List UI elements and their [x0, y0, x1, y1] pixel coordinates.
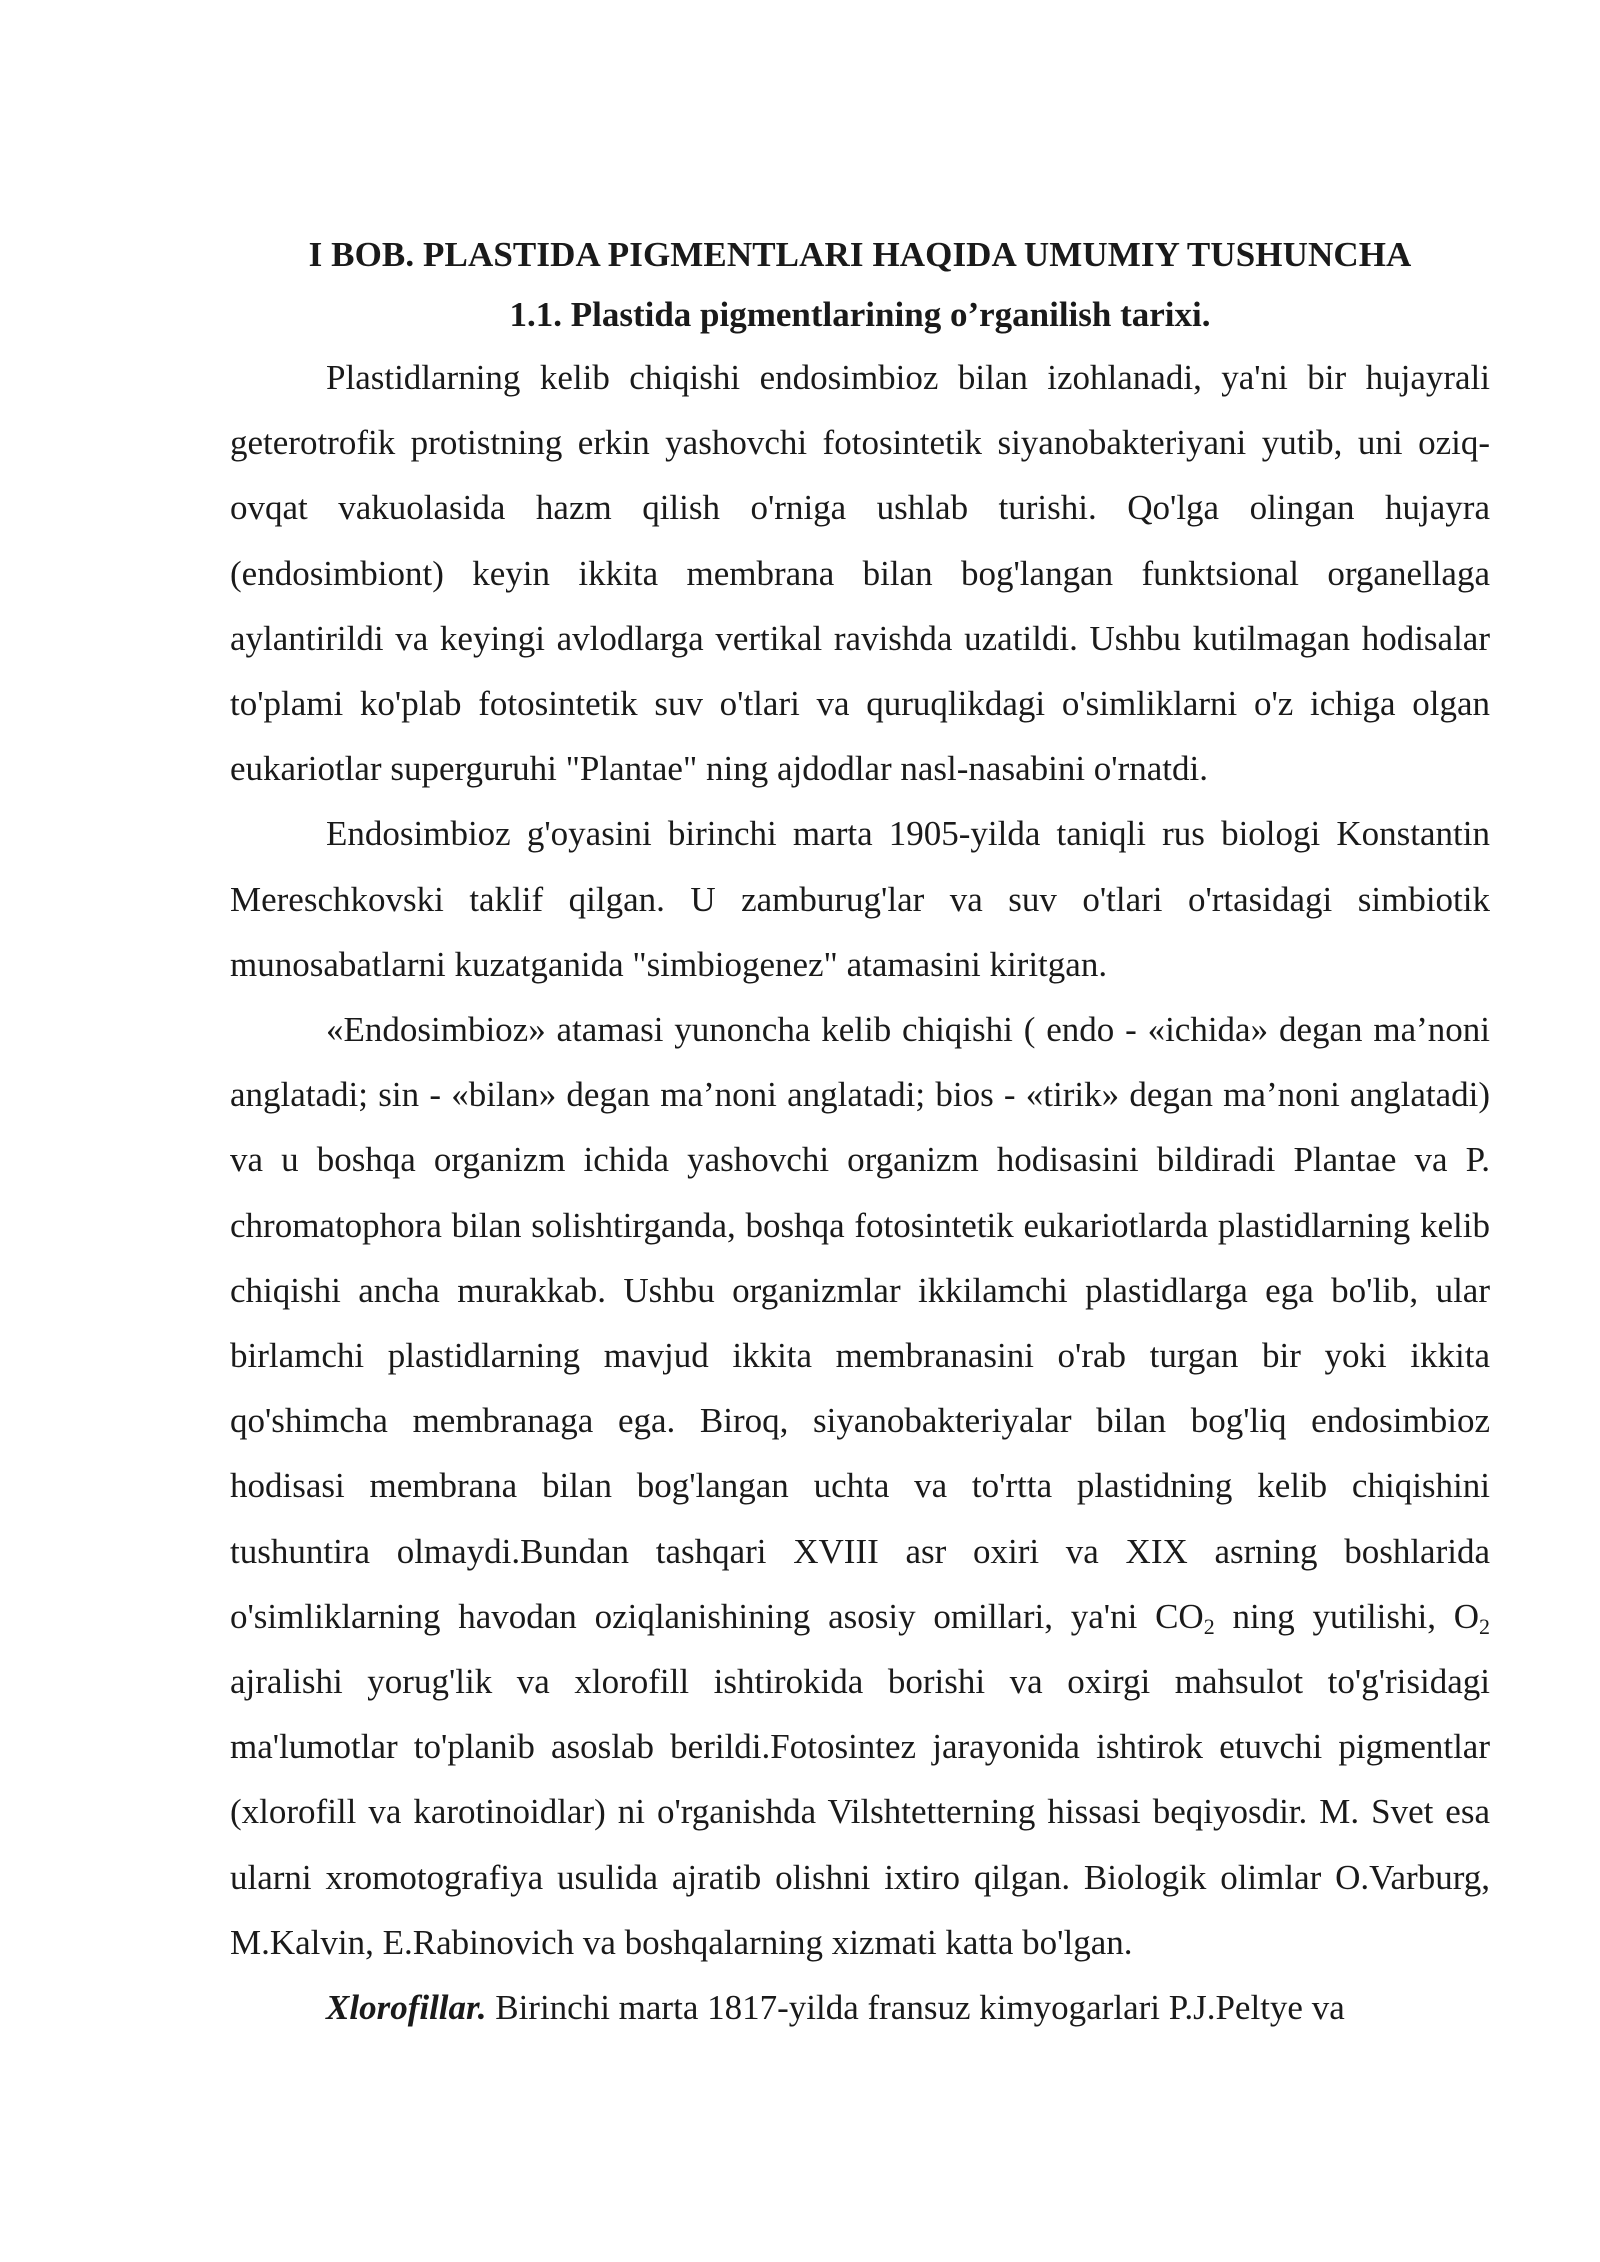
o2-subscript: 2	[1479, 1613, 1490, 1639]
chlorophylls-text: Birinchi marta 1817-yilda fransuz kimyogarlari P.J.Peltye va	[486, 1988, 1345, 2028]
chapter-title: I BOB. PLASTIDA PIGMENTLARI HAQIDA UMUMIY TUSHUNCHA	[308, 235, 1412, 274]
paragraph-chlorophylls	[230, 1975, 1490, 2040]
paragraph-endosymbiosis-term	[230, 997, 1490, 1975]
section-title: 1.1. Plastida pigmentlarining o’rganilish tarixi.	[509, 295, 1211, 334]
chlorophylls-heading: Xlorofillar.	[326, 1988, 487, 2028]
co2-subscript: 2	[1203, 1613, 1215, 1639]
paragraph-text-after-o2: ajralishi yorug'lik va xlorofill ishtirokida borishi va oxirgi mahsulot to'g'risidagi ma'lumotlar to'planib asoslab berildi.Fotosintez jarayonida ishtirok etuvchi pigmentlar (xlorofill va karotinoidlar) ni o'rganishda Vilshtetterning hissasi beqiyosdir. M. Svet esa ularni xromotografiya usulida ajratib olishni ixtiro qilgan. Biologik olimlar O.Varburg, M.Kalvin, E.Rabinovich va boshqalarning xizmati katta bo'lgan.	[230, 1662, 1490, 1962]
paragraph-text-between: ning yutilishi, O	[1214, 1596, 1479, 1636]
document-page	[230, 225, 1490, 2040]
paragraph-plastid-origin: Plastidlarning kelib chiqishi endosimbioz bilan izohlanadi, ya'ni bir hujayrali geterotrofik protistning erkin yashovchi fotosintetik siyanobakteriyani yutib, uni oziq-ovqat vakuolasida hazm qilish o'rniga ushlab turishi. Qo'lga olingan hujayra (endosimbiont) keyin ikkita membrana bilan bog'langan funktsional organellaga aylantirildi va keyingi avlodlarga vertikal ravishda uzatildi. Ushbu kutilmagan hodisalar to'plami ko'plab fotosintetik suv o'tlari va quruqlikdagi o'simliklarni o'z ichiga olgan eukariotlar superguruhi "Plantae" ning ajdodlar nasl-nasabini o'rnatdi.	[230, 358, 1490, 789]
paragraph-text-before-co2: «Endosimbioz» atamasi yunoncha kelib chiqishi ( endo - «ichida» degan ma’noni anglatadi; sin - «bilan» degan ma’noni anglatadi; bios - «tirik» degan ma’noni anglatadi) va u boshqa organizm ichida yashovchi organizm hodisasini bildiradi Plantae va P. chromatophora bilan solishtirganda, boshqa fotosintetik eukariotlarda plastidlarning kelib chiqishi ancha murakkab. Ushbu organizmlar ikkilamchi plastidlarga ega bo'lib, ular birlamchi plastidlarning mavjud ikkita membranasini o'rab turgan bir yoki ikkita qo'shimcha membranaga ega. Biroq, siyanobakteriyalar bilan bog'liq endosimbioz hodisasi membrana bilan bog'langan uchta va to'rtta plastidning kelib chiqishini tushuntira olmaydi.Bundan tashqari XVIII asr oxiri va XIX asrning boshlarida o'simliklarning havodan oziqlanishining asosiy omillari, ya'ni CO	[230, 1010, 1490, 1636]
paragraph-endosymbiosis-idea: Endosimbioz g'oyasini birinchi marta 1905-yilda taniqli rus biologi Konstantin Mereschkovski taklif qilgan. U zamburug'lar va suv o'tlari o'rtasidagi simbiotik munosabatlarni kuzatganida "simbiogenez" atamasini kiritgan.	[230, 814, 1490, 984]
